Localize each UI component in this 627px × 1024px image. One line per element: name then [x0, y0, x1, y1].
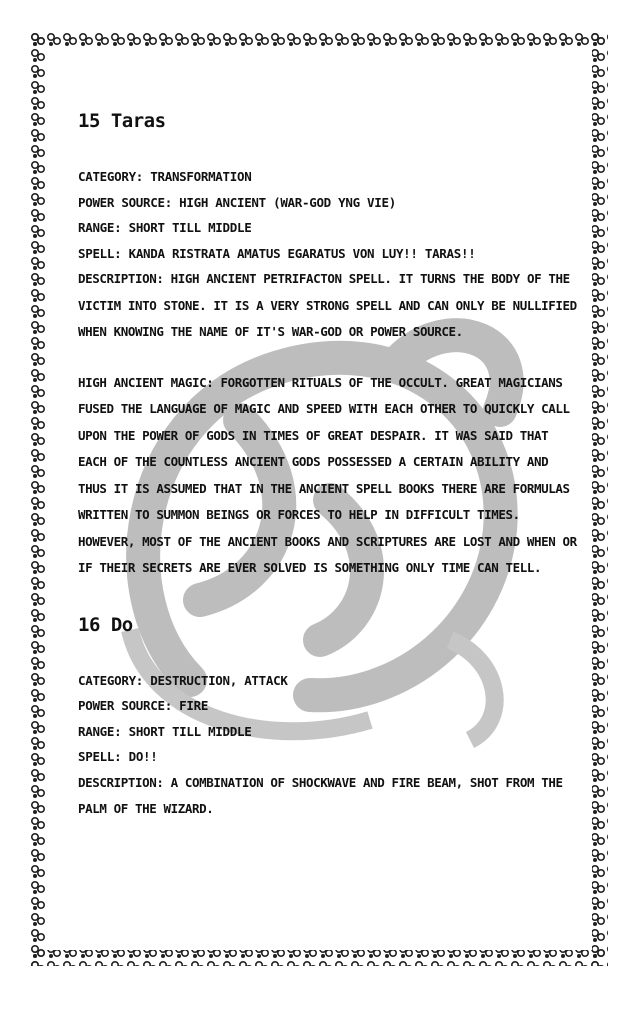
range-line: RANGE: SHORT TILL MIDDLE — [78, 723, 252, 739]
range-line: RANGE: SHORT TILL MIDDLE — [78, 220, 252, 235]
description: DESCRIPTION: HIGH ANCIENT PETRIFACTON SPELL. IT TURNS THE BODY OF THE VICTIM INTO STONE. IT IS A VERY STRONG SPELL AND CAN ONLY BE NULLIFIED WHEN KNOWING THE NAME OF IT'S WAR-GOD OR POWER SOURCE. — [78, 271, 577, 339]
entry-title: 16 Do — [78, 613, 133, 636]
spell-line: SPELL: KANDA RISTRATA AMATUS EGARATUS VON LUY!! TARAS!! — [78, 245, 476, 261]
description: DESCRIPTION: A COMBINATION OF SHOCKWAVE AND FIRE BEAM, SHOT FROM THE PALM OF THE WIZARD. — [78, 774, 563, 816]
entry-title: 15 Taras — [78, 110, 166, 132]
power-source-line: POWER SOURCE: FIRE — [78, 698, 209, 713]
high-ancient-note: HIGH ANCIENT MAGIC: FORGOTTEN RITUALS OF THE OCCULT. GREAT MAGICIANS FUSED THE LANGUAGE OF MAGIC AND SPEED WITH EACH OTHER TO QUICKLY CALL UPON THE POWER OF GODS IN TIMES OF GREAT DESPAIR. IT WAS SAID THAT EACH OF THE COUNTLESS ANCIENT GODS POSSESSED A CERTAIN ABILITY AND THUS IT IS ASSUMED THAT IN THE ANCIENT SPELL BOOKS THERE ARE FORMULAS WRITTEN TO SUMMON BEINGS OR FORCES TO HELP IN DIFFICULT TIMES. HOWEVER, MOST OF THE ANCIENT BOOKS AND SCRIPTURES ARE LOST AND WHEN OR IF THEIR SECRETS ARE EVER SOLVED IS SOMETHING ONLY TIME CAN TELL. — [78, 374, 577, 575]
power-source-line: POWER SOURCE: HIGH ANCIENT (WAR-GOD YNG VIE) — [78, 194, 396, 210]
category-line: CATEGORY: TRANSFORMATION — [78, 169, 252, 184]
category-line: CATEGORY: DESTRUCTION, ATTACK — [78, 672, 288, 688]
spell-line: SPELL: DO!! — [78, 749, 158, 764]
spell-document — [78, 110, 578, 823]
